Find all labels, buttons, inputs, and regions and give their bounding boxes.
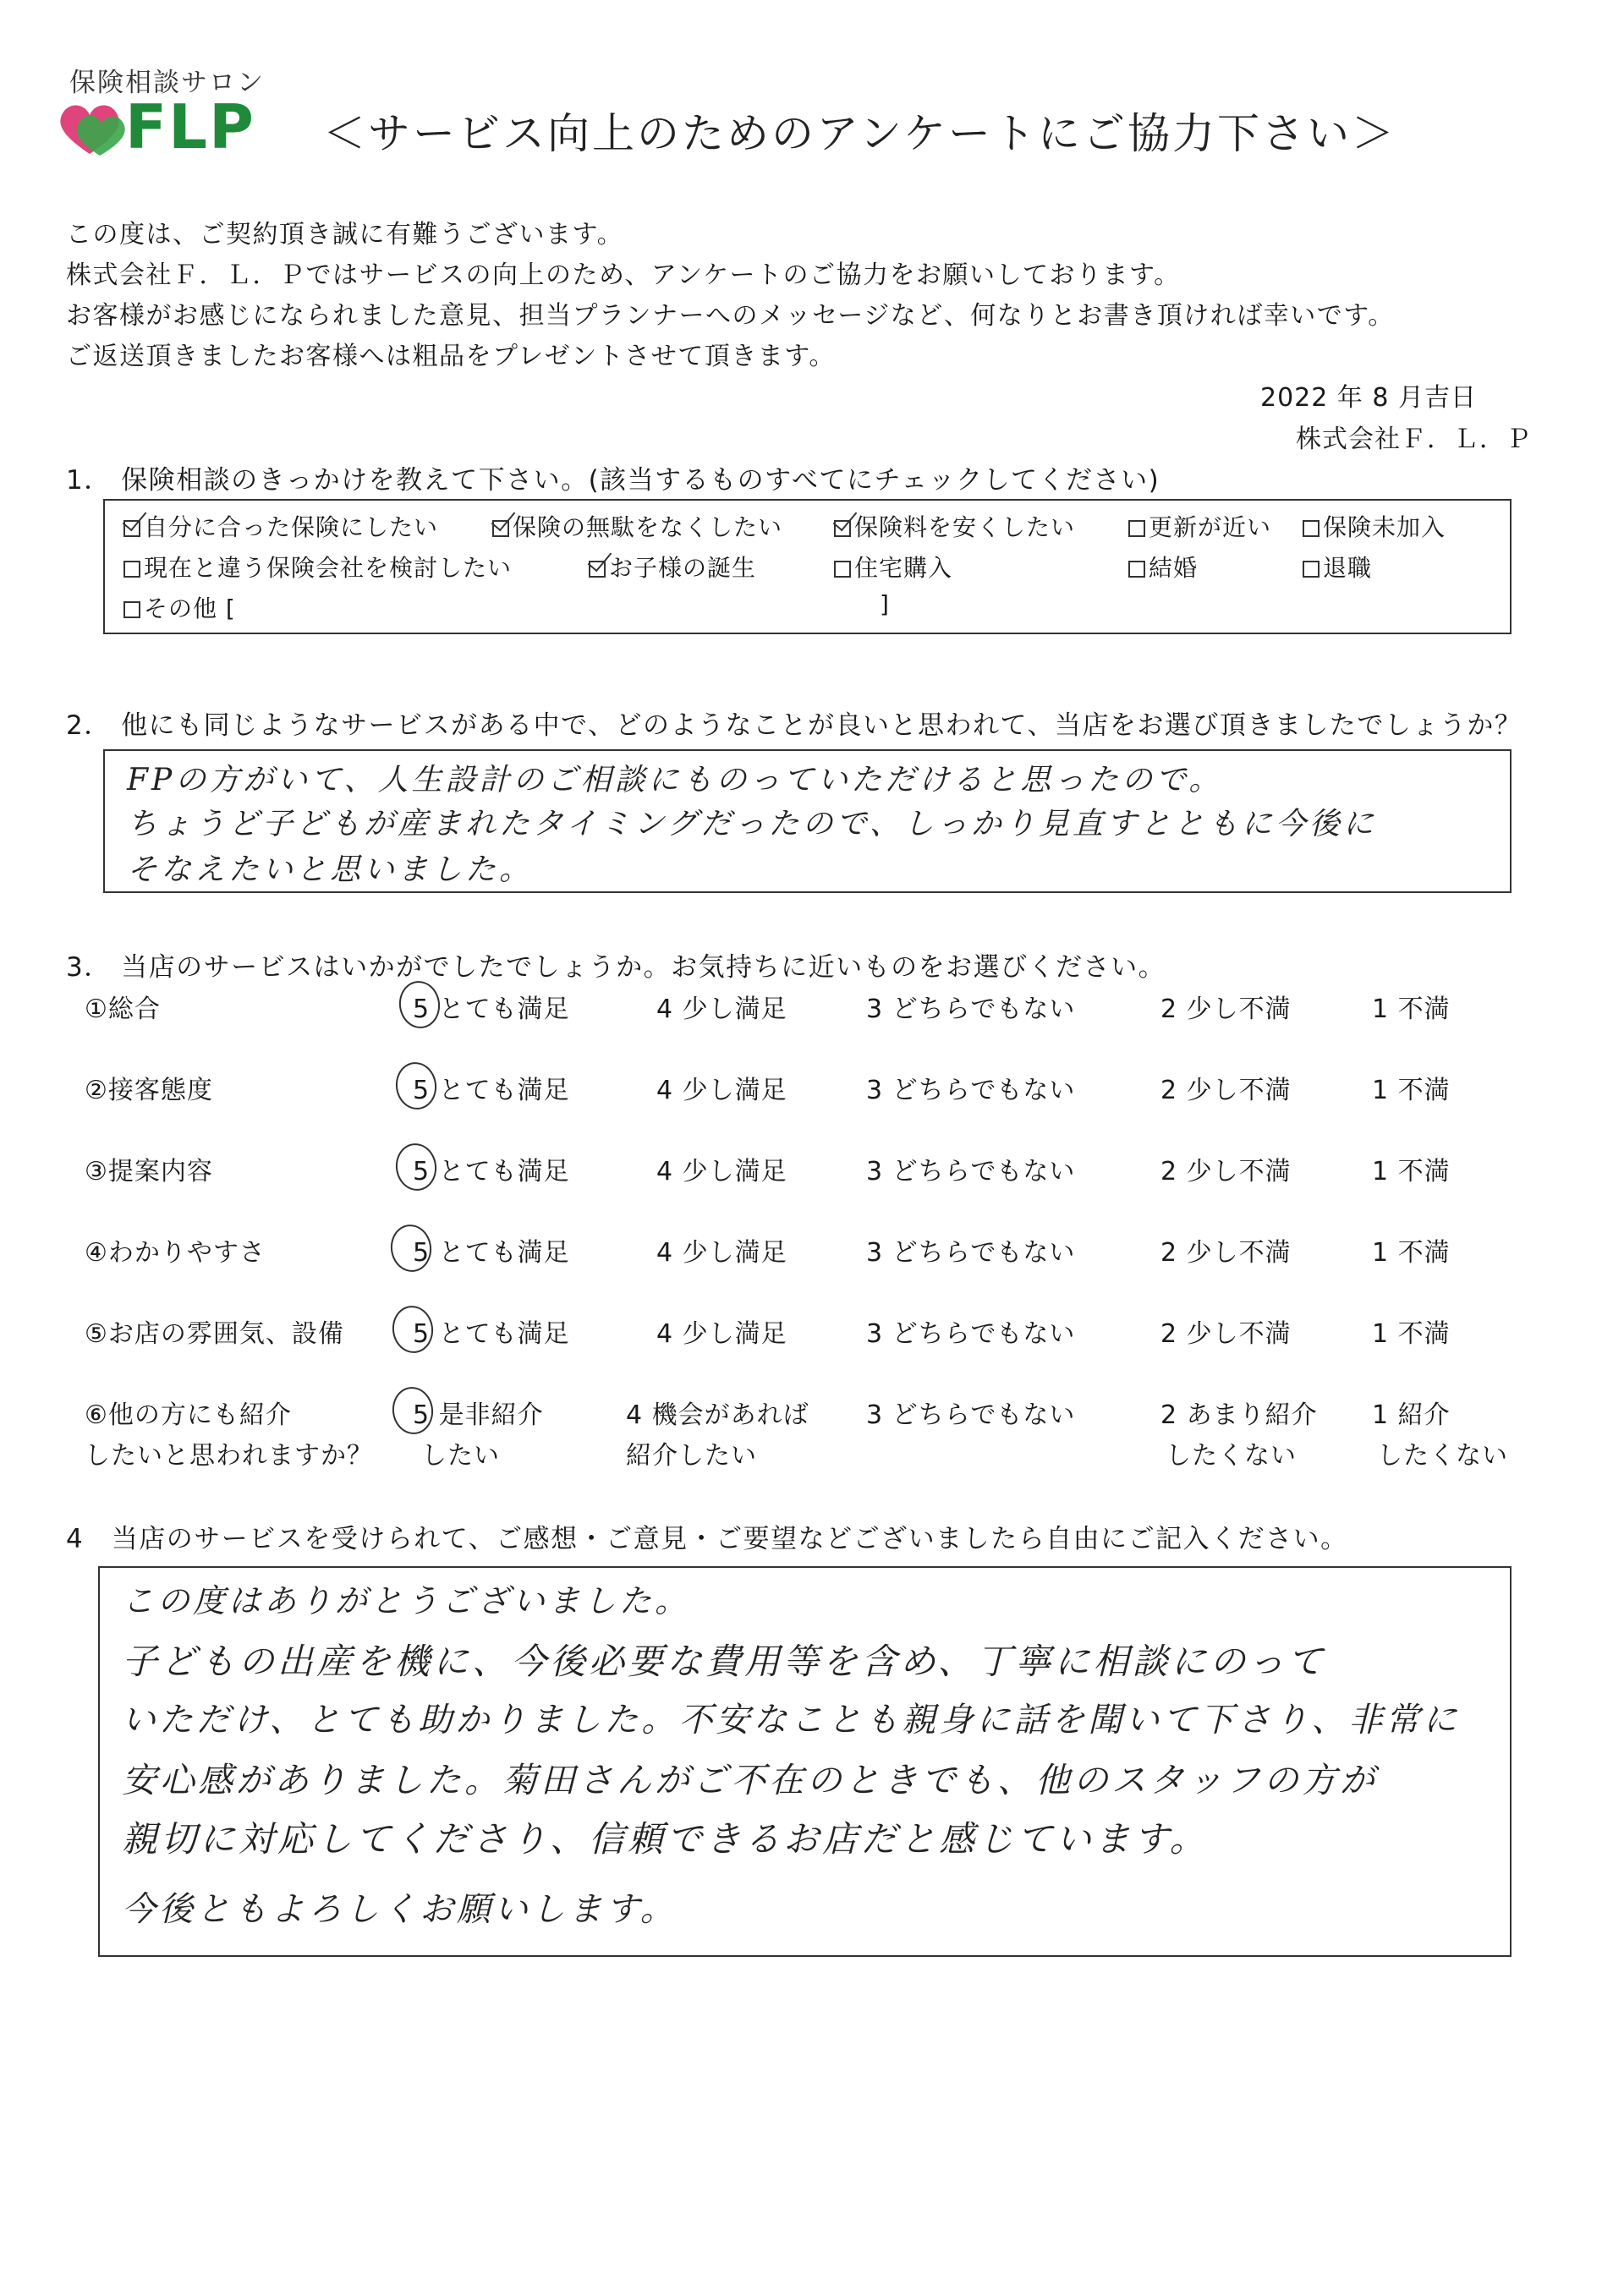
rating-option-5[interactable]: 5 とても満足: [413, 1076, 570, 1105]
rating-option-5[interactable]: 5 是非紹介: [413, 1400, 544, 1430]
checkbox-icon[interactable]: [1303, 561, 1320, 578]
intro-line: この度は、ご契約頂き誠に有難うございます。: [66, 220, 624, 249]
rating-option-4-sub: 紹介したい: [626, 1441, 757, 1471]
rating-option-5[interactable]: 5 とても満足: [413, 995, 570, 1024]
rating-row-label: ⑤お店の雰囲気、設備: [85, 1319, 344, 1349]
checkbox-icon[interactable]: [123, 561, 140, 578]
handwritten-line: ちょうど子どもが産まれたタイミングだったので、しっかり見直すとともに今後に: [127, 807, 1377, 841]
rating-option-5[interactable]: 5 とても満足: [413, 1238, 570, 1268]
rating-option-4[interactable]: 4 機会があれば: [626, 1400, 809, 1430]
checkbox-option[interactable]: 自分に合った保険にしたい: [123, 509, 438, 543]
rating-option-2[interactable]: 2 少し不満: [1160, 1157, 1292, 1186]
rating-option-2[interactable]: 2 少し不満: [1160, 995, 1292, 1024]
other-bracket-close: ]: [880, 590, 890, 618]
date: 2022 年 8 月吉日: [1260, 383, 1478, 413]
checkbox-option[interactable]: 結婚: [1128, 550, 1198, 584]
rating-option-5[interactable]: 5 とても満足: [413, 1157, 570, 1186]
intro-line: お客様がお感じになられました意見、担当プランナーへのメッセージなど、何なりとお書き頂ければ幸いです。: [66, 301, 1395, 331]
rating-row-label: ①総合: [85, 995, 161, 1024]
rating-option-3[interactable]: 3 どちらでもない: [866, 1400, 1076, 1430]
rating-option-4[interactable]: 4 少し満足: [656, 1238, 787, 1268]
checkbox-checked-icon[interactable]: [834, 520, 851, 537]
question-2-heading: 2． 他にも同じようなサービスがある中で、どのようなことが良いと思われて、当店をお選び頂きましたでしょうか？: [66, 710, 1522, 741]
handwritten-line: FPの方がいて、人生設計のご相談にものっていただけると思ったので。: [127, 763, 1223, 797]
handwritten-line: この度はありがとうございました。: [122, 1582, 691, 1619]
rating-option-5-sub: したい: [421, 1441, 500, 1471]
rating-option-3[interactable]: 3 どちらでもない: [866, 1319, 1076, 1349]
rating-option-2[interactable]: 2 少し不満: [1160, 1076, 1292, 1105]
rating-row-label: ③提案内容: [85, 1157, 213, 1186]
checkbox-checked-icon[interactable]: [589, 561, 606, 578]
logo-wordmark: FLP: [125, 91, 255, 162]
rating-option-3[interactable]: 3 どちらでもない: [866, 1157, 1076, 1186]
checkbox-option[interactable]: その他 [: [123, 590, 236, 624]
handwritten-line: 親切に対応してくださり、信頼できるお店だと感じています。: [122, 1818, 1209, 1860]
rating-option-4[interactable]: 4 少し満足: [656, 1157, 787, 1186]
rating-row-label: ④わかりやすさ: [85, 1238, 266, 1268]
rating-row-label: ⑥他の方にも紹介: [85, 1400, 292, 1430]
rating-option-2-sub: したくない: [1166, 1441, 1297, 1471]
checkbox-option[interactable]: 更新が近い: [1128, 509, 1271, 543]
rating-option-1[interactable]: 1 不満: [1372, 1076, 1451, 1105]
checkbox-checked-icon[interactable]: [492, 520, 509, 537]
checkbox-icon[interactable]: [1128, 561, 1145, 578]
checkbox-option[interactable]: お子様の誕生: [589, 550, 756, 584]
handwritten-line: いただけ、とても助かりました。不安なことも親身に話を聞いて下さり、非常に: [122, 1701, 1461, 1740]
checkbox-option[interactable]: 住宅購入: [834, 550, 952, 584]
rating-row-label: したいと思われますか？: [85, 1441, 373, 1471]
rating-option-3[interactable]: 3 どちらでもない: [866, 995, 1076, 1024]
checkbox-option[interactable]: 退職: [1303, 550, 1372, 584]
rating-option-1-sub: したくない: [1377, 1441, 1508, 1471]
question-1-heading: 1． 保険相談のきっかけを教えて下さい。(該当するものすべてにチェックしてください): [66, 465, 1160, 496]
checkbox-checked-icon[interactable]: [123, 520, 140, 537]
question-3-heading: 3． 当店のサービスはいかがでしたでしょうか。お気持ちに近いものをお選びください。: [66, 952, 1166, 983]
rating-option-1[interactable]: 1 不満: [1372, 1238, 1451, 1268]
checkbox-icon[interactable]: [123, 601, 140, 618]
rating-option-2[interactable]: 2 少し不満: [1160, 1238, 1292, 1268]
rating-option-2[interactable]: 2 あまり紹介: [1160, 1400, 1318, 1430]
handwritten-line: 安心感がありました。菊田さんがご不在のときでも、他のスタッフの方が: [122, 1760, 1378, 1800]
rating-row-label: ②接客態度: [85, 1076, 213, 1105]
rating-option-4[interactable]: 4 少し満足: [656, 1319, 787, 1349]
logo-subtitle: 保険相談サロン: [69, 68, 265, 98]
rating-option-3[interactable]: 3 どちらでもない: [866, 1238, 1076, 1268]
checkbox-icon[interactable]: [1128, 520, 1145, 537]
rating-option-5[interactable]: 5 とても満足: [413, 1319, 570, 1349]
rating-option-4[interactable]: 4 少し満足: [656, 995, 787, 1024]
handwritten-line: 子どもの出産を機に、今後必要な費用等を含め、丁寧に相談にのって: [122, 1641, 1326, 1682]
rating-option-3[interactable]: 3 どちらでもない: [866, 1076, 1076, 1105]
intro-line: 株式会社Ｆ．Ｌ．Ｐではサービスの向上のため、アンケートのご協力をお願いしております。: [66, 260, 1181, 290]
question-4-heading: 4 当店のサービスを受けられて、ご感想・ご意見・ご要望などございましたら自由にご記入ください。: [66, 1524, 1348, 1554]
company-name: 株式会社Ｆ．Ｌ．Ｐ: [1296, 425, 1532, 454]
rating-option-1[interactable]: 1 不満: [1372, 1319, 1451, 1349]
checkbox-icon[interactable]: [834, 561, 851, 578]
checkbox-option[interactable]: 現在と違う保険会社を検討したい: [123, 550, 512, 584]
rating-option-1[interactable]: 1 不満: [1372, 995, 1451, 1024]
handwritten-line: そなえたいと思いました。: [127, 852, 534, 887]
page-title: ＜サービス向上のためのアンケートにご協力下さい＞: [323, 109, 1396, 158]
checkbox-option[interactable]: 保険未加入: [1303, 509, 1446, 543]
rating-option-4[interactable]: 4 少し満足: [656, 1076, 787, 1105]
handwritten-line: 今後ともよろしくお願いします。: [122, 1890, 678, 1929]
rating-option-1[interactable]: 1 不満: [1372, 1157, 1451, 1186]
intro-line: ご返送頂きましたお客様へは粗品をプレゼントさせて頂きます。: [66, 342, 836, 371]
checkbox-option[interactable]: 保険料を安くしたい: [834, 509, 1075, 543]
checkbox-option[interactable]: 保険の無駄をなくしたい: [492, 509, 782, 543]
rating-option-1[interactable]: 1 紹介: [1372, 1400, 1451, 1430]
checkbox-icon[interactable]: [1303, 520, 1320, 537]
rating-option-2[interactable]: 2 少し不満: [1160, 1319, 1292, 1349]
